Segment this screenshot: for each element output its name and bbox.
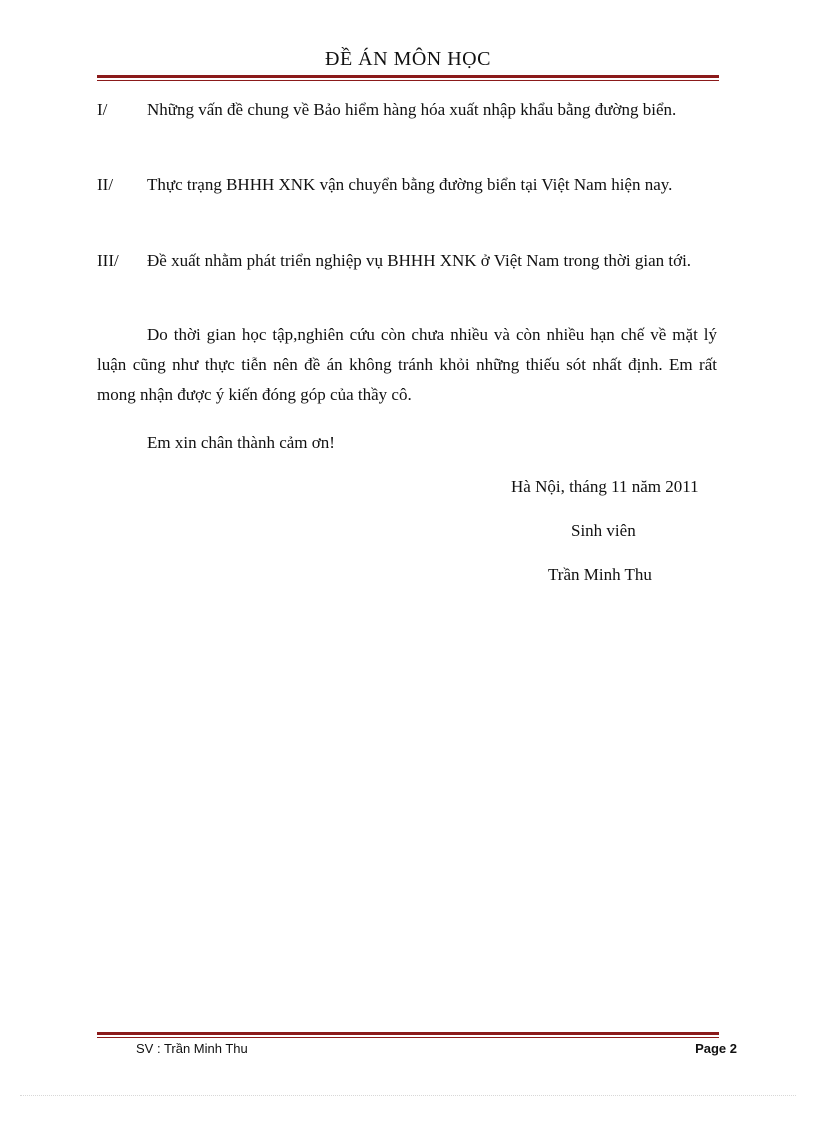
footer-student: SV : Trần Minh Thu	[136, 1041, 248, 1056]
footer-divider	[97, 1032, 719, 1038]
place-date: Hà Nội, tháng 11 năm 2011	[511, 477, 699, 496]
section-text: Những vấn đề chung về Bảo hiểm hàng hóa xuất nhập khẩu bằng đường biển.	[147, 100, 677, 119]
signature-name: Trần Minh Thu	[548, 565, 652, 584]
section-number: II/	[97, 175, 114, 194]
section-item-3	[97, 246, 717, 276]
page-header-title: ĐỀ ÁN MÔN HỌC	[325, 48, 491, 70]
page-bottom-edge	[20, 1095, 796, 1096]
header-divider	[97, 75, 719, 81]
footer-page-number: Page 2	[695, 1041, 737, 1056]
closing-paragraph: Do thời gian học tập,nghiên cứu còn chưa nhiều và còn nhiều hạn chế về mặt lý luận cũng như thực tiễn nên đề án không tránh khỏi những thiếu sót nhất định. Em rất mong nhận được ý kiến đóng góp của thầy cô.	[97, 325, 717, 404]
section-number: III/	[97, 251, 119, 270]
section-item-1	[97, 95, 717, 125]
section-text: Đề xuất nhằm phát triển nghiệp vụ BHHH XNK ở Việt Nam trong thời gian tới.	[147, 251, 692, 270]
section-number: I/	[97, 100, 108, 119]
signature-role: Sinh viên	[571, 521, 636, 540]
thanks-line: Em xin chân thành cảm ơn!	[147, 433, 335, 452]
section-text: Thực trạng BHHH XNK vận chuyển bằng đường biển tại Việt Nam hiện nay.	[147, 175, 673, 194]
section-item-2	[97, 170, 717, 200]
